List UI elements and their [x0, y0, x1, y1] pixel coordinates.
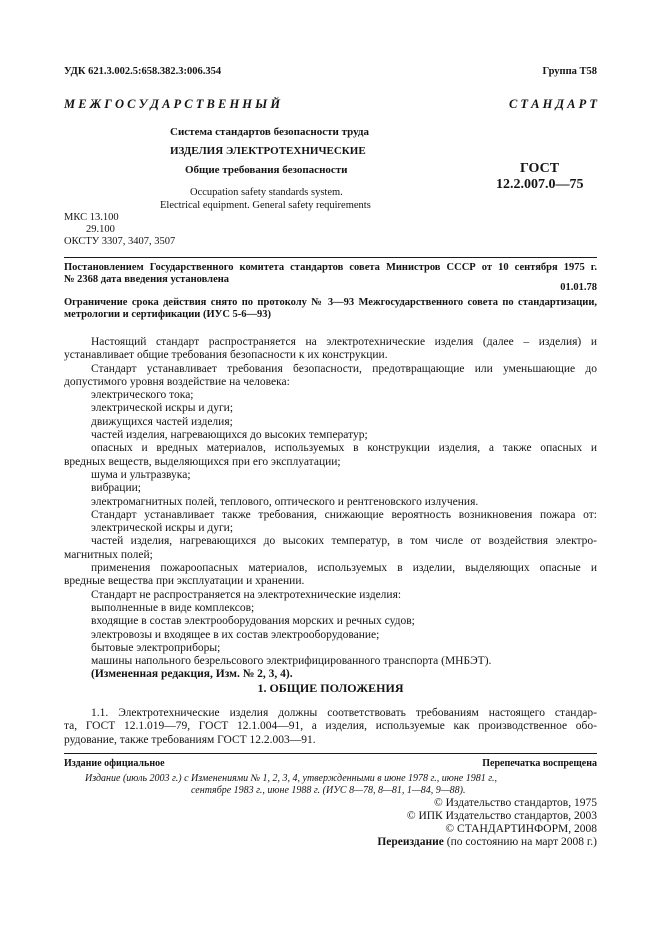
text-line: Стандарт устанавливает требования безопасности, предотвращающие или уменьшающие до [91, 362, 597, 375]
text-line: электрического тока; [91, 389, 194, 402]
text-line: выполненные в виде комплексов; [91, 601, 255, 614]
banner-word-interstate: М Е Ж Г О С У Д А Р С Т В Е Н Н Ы Й [64, 97, 281, 111]
text-line: электровозы и входящее в их состав электрооборудование; [91, 628, 380, 641]
text-line: частей изделия, нагревающихся до высоких температур, в том числе от воздействия электро- [91, 535, 597, 548]
text-line: магнитных полей; [64, 548, 153, 561]
text-line: электрической искры и дуги; [91, 522, 234, 535]
text-line: шума и ультразвука; [91, 468, 191, 481]
introduction-text [64, 336, 597, 682]
gost-label: ГОСТ [520, 161, 560, 176]
text-line: Настоящий стандарт распространяется на электротехнические изделия (далее – изделия) и [91, 336, 597, 348]
text-line: движущихся частей изделия; [91, 415, 233, 428]
reissue-label: Переиздание [377, 836, 444, 848]
effective-date: 01.01.78 [560, 282, 597, 293]
mks-code-line2: 29.100 [86, 224, 115, 235]
amendment-note: (Измененная редакция, Изм. № 2, 3, 4). [91, 668, 293, 681]
text-line: опасных и вредных материалов, используемых в конструкции изделия, а также опасных и [91, 442, 597, 455]
system-title: Система стандартов безопасности труда [170, 126, 369, 138]
text-line: устанавливает общие требования безопасности к их конструкции. [64, 349, 388, 362]
text-line: Стандарт устанавливает также требования, снижающие вероятность возникновения пожара от: [91, 508, 597, 521]
mks-code-line1: МКС 13.100 [64, 212, 119, 223]
limitation-line2: метрологии и сертификации (ИУС 5-6—93) [64, 309, 272, 320]
clause-line: та, ГОСТ 12.1.019—79, ГОСТ 12.1.004—91, а изделия, используемые как производственное обо- [64, 720, 597, 733]
text-line: бытовые электроприборы; [91, 641, 221, 654]
text-line: вибрации; [91, 482, 141, 495]
document-subtitle: Общие требования безопасности [185, 164, 348, 176]
reissue-note [377, 836, 597, 848]
group-code: Группа Т58 [542, 66, 597, 77]
edition-note-line1: Издание (июль 2003 г.) с Изменениями № 1, 2, 3, 4, утвержденными в июне 1978 г., июне 1981 г., [85, 773, 498, 784]
text-line: электрической искры и дуги; [91, 402, 234, 415]
text-line: электромагнитных полей, теплового, оптического и рентгеновского излучения. [91, 495, 479, 508]
banner-word-standard: С Т А Н Д А Р Т [508, 97, 597, 111]
text-line: допустимого уровня воздействие на человека: [64, 375, 290, 388]
clause-line: 1.1. Электротехнические изделия должны соответствовать требованиям настоящего стандар- [91, 707, 597, 719]
reissue-text: (по состоянию на март 2008 г.) [443, 836, 597, 848]
limitation-block [64, 297, 597, 321]
text-line: частей изделия, нагревающихся до высоких температур; [91, 429, 368, 442]
text-line: Стандарт не распространяется на электротехнические изделия: [91, 588, 402, 601]
gost-number: 12.2.007.0—75 [496, 177, 584, 192]
text-line: вредные вещества при эксплуатации и хранении. [64, 575, 305, 588]
english-title-line2: Electrical equipment. General safety requirements [160, 200, 371, 211]
copyright-line1: © Издательство стандартов, 1975 [433, 797, 597, 809]
reprint-notice: Перепечатка воспрещена [482, 758, 597, 769]
edition-note-line2: сентябре 1983 г., июне 1988 г. (ИУС 8—78, 8—81, 1—84, 9—88). [191, 785, 466, 796]
decree-line2: № 2368 дата введения установлена [64, 274, 230, 285]
text-line: применения пожароопасных материалов, используемых в изделии, выделяющих опасные и [91, 562, 597, 575]
text-line: вредных веществ, выделяющихся при его эксплуатации; [64, 455, 341, 468]
clause-1-1 [64, 707, 597, 747]
decree-line1: Постановлением Государственного комитета стандартов совета Министров СССР от 10 сентября 1975 г. [64, 262, 597, 273]
decree-block [64, 262, 597, 286]
udk-code: УДК 621.3.002.5:658.382.3:006.354 [64, 66, 222, 77]
text-line: машины напольного безрельсового электрифицированного транспорта (МНБЭТ). [91, 655, 492, 668]
text-line: входящие в состав электрооборудования морских и речных судов; [91, 615, 415, 628]
clause-line: рудование, также требованиям ГОСТ 12.2.003—91. [64, 733, 316, 746]
english-title-line1: Occupation safety standards system. [190, 187, 343, 198]
okstu-code: ОКСТУ 3307, 3407, 3507 [64, 236, 176, 247]
top-divider [64, 257, 597, 258]
copyright-line2: © ИПК Издательство стандартов, 2003 [406, 810, 597, 822]
official-edition-label: Издание официальное [64, 758, 165, 769]
footer-divider [64, 753, 597, 754]
limitation-line1: Ограничение срока действия снято по протоколу № 3—93 Межгосударственного совета по стандартизации, [64, 297, 597, 308]
copyright-line3: © СТАНДАРТИНФОРМ, 2008 [445, 823, 597, 835]
document-title: ИЗДЕЛИЯ ЭЛЕКТРОТЕХНИЧЕСКИЕ [170, 145, 366, 157]
section-heading: 1. ОБЩИЕ ПОЛОЖЕНИЯ [257, 681, 404, 695]
